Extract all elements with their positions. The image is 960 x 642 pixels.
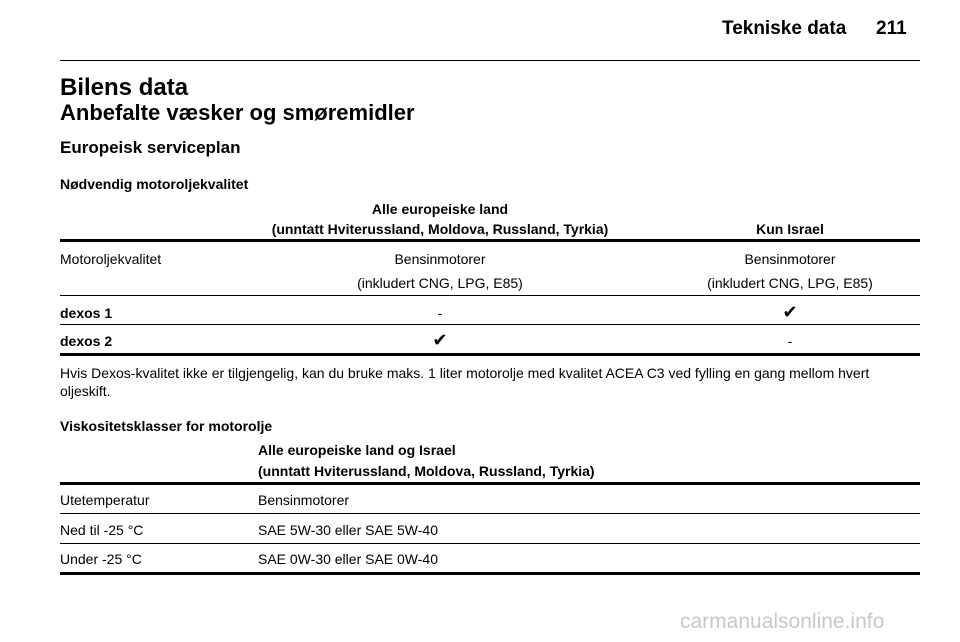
table2-row1-temp: Ned til -25 °C bbox=[60, 522, 144, 538]
table1-row1-col1: - bbox=[437, 305, 443, 321]
table2-header-rule bbox=[60, 482, 920, 485]
table1-col2-sub-line2: (inkludert CNG, LPG, E85) bbox=[707, 275, 873, 291]
table1-col1-sub-line2: (inkludert CNG, LPG, E85) bbox=[357, 275, 523, 291]
table2-col-value: Bensinmotorer bbox=[258, 492, 350, 508]
subsection-title: Europeisk serviceplan bbox=[60, 138, 241, 157]
table1-row1-col2-check-icon: ✔ bbox=[782, 302, 798, 323]
table1-bottom-rule bbox=[60, 353, 920, 356]
table2-caption: Viskositetsklasser for motorolje bbox=[60, 418, 273, 434]
dexos-note: Hvis Dexos-kvalitet ikke er tilgjengelig, kan du bruke maks. 1 liter motorolje med kvalitet ACEA C3 ved fylling en gang mellom hvert oljeskift. bbox=[60, 365, 870, 399]
table1-col1-header-line2: (unntatt Hviterussland, Moldova, Russland, Tyrkia) bbox=[271, 221, 609, 237]
table2-row2-temp: Under -25 °C bbox=[60, 551, 142, 567]
table1-row-label-header: Motoroljekvalitet bbox=[60, 251, 162, 267]
section-title: Bilens data bbox=[60, 74, 189, 101]
table1-row-divider bbox=[60, 324, 920, 325]
table2-col-label: Utetemperatur bbox=[60, 492, 150, 508]
section-subtitle: Anbefalte væsker og smøremidler bbox=[60, 100, 415, 125]
table1-row1-label: dexos 1 bbox=[60, 305, 113, 321]
table2-header-line1: Alle europeiske land og Israel bbox=[258, 442, 456, 458]
table2-row2-oil: SAE 0W-30 eller SAE 0W-40 bbox=[258, 551, 439, 567]
table2-header-line2: (unntatt Hviterussland, Moldova, Russland, Tyrkia) bbox=[258, 463, 595, 479]
table1-row2-col2: - bbox=[787, 333, 793, 349]
table1-col2-header: Kun Israel bbox=[756, 221, 824, 237]
watermark: carmanualsonline.info bbox=[680, 610, 885, 633]
table2-row-divider bbox=[60, 543, 920, 544]
table1-row-divider bbox=[60, 295, 920, 296]
page-number: 211 bbox=[876, 18, 907, 39]
table1-row2-col1-check-icon: ✔ bbox=[432, 330, 448, 351]
table2-bottom-rule bbox=[60, 572, 920, 575]
table1-row2-label: dexos 2 bbox=[60, 333, 113, 349]
table1-col2-sub-line1: Bensinmotorer bbox=[744, 251, 836, 267]
running-header-title: Tekniske data bbox=[722, 18, 847, 39]
table2-row-divider bbox=[60, 513, 920, 514]
table1-caption: Nødvendig motoroljekvalitet bbox=[60, 176, 249, 192]
table1-col1-sub-line1: Bensinmotorer bbox=[394, 251, 486, 267]
header-divider bbox=[60, 60, 920, 61]
table2-row1-oil: SAE 5W-30 eller SAE 5W-40 bbox=[258, 522, 439, 538]
table1-col1-header-line1: Alle europeiske land bbox=[371, 201, 509, 217]
table1-header-rule bbox=[60, 239, 920, 242]
